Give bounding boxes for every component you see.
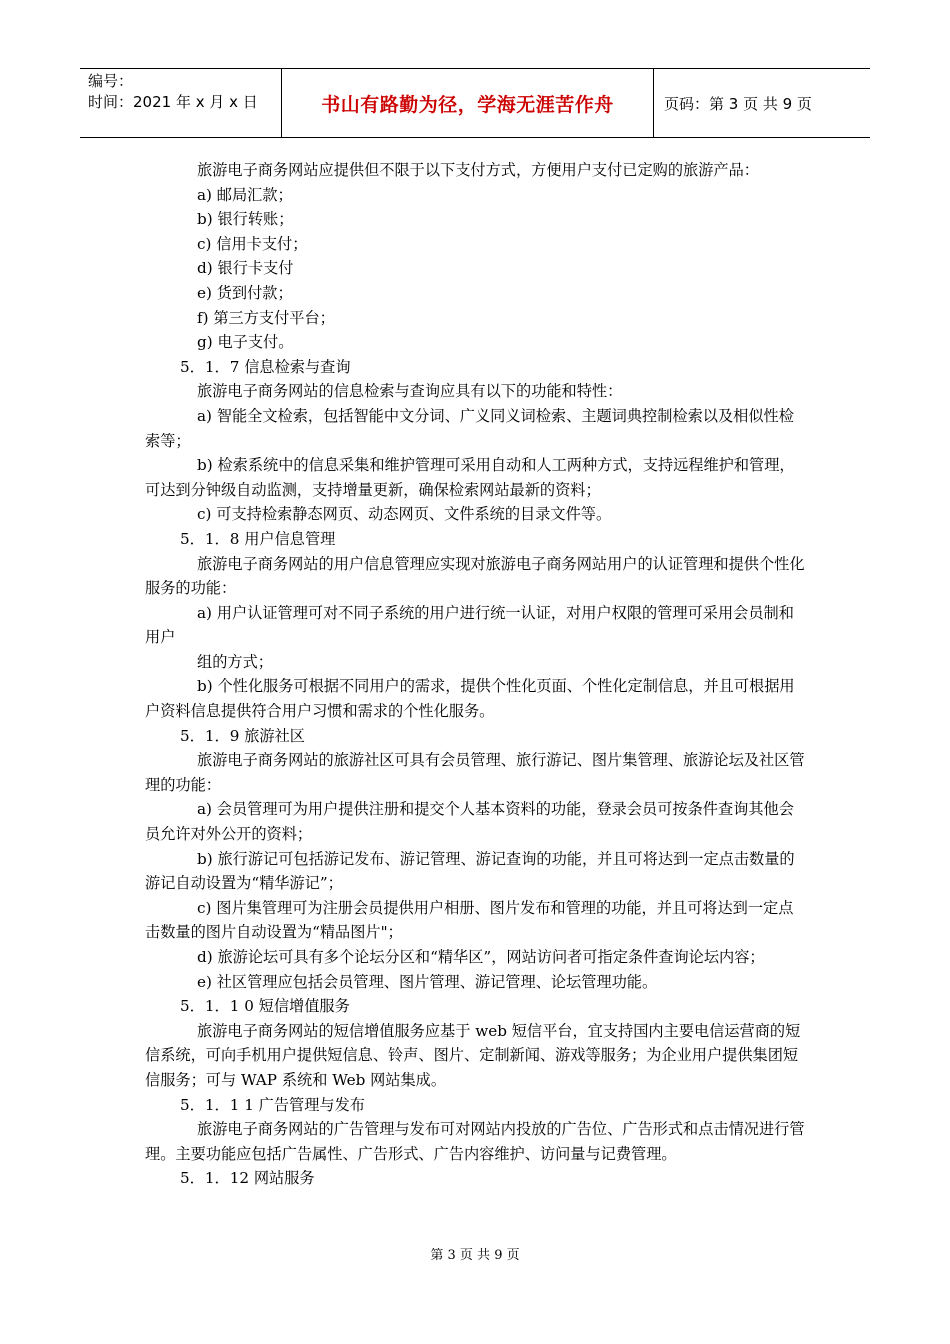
paragraph: 旅游电子商务网站应提供但不限于以下支付方式，方便用户支付已定购的旅游产品： (197, 161, 759, 179)
section-heading: 5．1．9 旅游社区 (180, 726, 305, 745)
paragraph: 旅游电子商务网站的短信增值服务应基于 web 短信平台，宜支持国内主要电信运营商的短信系统，可向手机用户提供短信息、铃声、图片、定制新闻、游戏等服务；为企业用户提供集团短信服务；可与 WAP 系统和 Web 网站集成。 (145, 1021, 801, 1089)
section-heading: 5．1．8 用户信息管理 (180, 529, 336, 548)
list-item: f) 第三方支付平台； (197, 308, 335, 327)
section-heading: 5．1．7 信息检索与查询 (180, 357, 351, 376)
paragraph: 旅游电子商务网站的广告管理与发布可对网站内投放的广告位、广告形式和点击情况进行管理。主要功能应包括广告属性、广告形式、广告内容维护、访问量与记费管理。 (145, 1120, 805, 1163)
list-item: c) 图片集管理可为注册会员提供用户相册、图片发布和管理的功能，并且可将达到一定点击数量的图片自动设置为“精品图片"； (145, 898, 794, 942)
paragraph: 旅游电子商务网站的用户信息管理应实现对旅游电子商务网站用户的认证管理和提供个性化服务的功能： (145, 554, 805, 598)
paragraph: 旅游电子商务网站的信息检索与查询应具有以下的功能和特性： (197, 382, 623, 401)
list-item: a) 用户认证管理可对不同子系统的用户进行统一认证，对用户权限的管理可采用会员制和用户 (145, 603, 794, 647)
time-label: 时间：2021 年 x 月 x 日 (88, 93, 258, 111)
list-item: d) 银行卡支付 (197, 259, 294, 278)
list-item-continuation: 组的方式； (197, 652, 273, 671)
page-footer: 第 3 页 共 9 页 (430, 1248, 520, 1263)
header-motto: 书山有路勤为径，学海无涯苦作舟 (282, 69, 654, 137)
list-item: c) 可支持检索静态网页、动态网页、文件系统的目录文件等。 (197, 505, 612, 524)
list-item: b) 旅行游记可包括游记发布、游记管理、游记查询的功能，并且可将达到一定点击数量的游记自动设置为“精华游记”； (145, 849, 795, 893)
header-meta (80, 69, 282, 137)
list-item: d) 旅游论坛可具有多个论坛分区和“精华区”，网站访问者可指定条件查询论坛内容； (197, 948, 765, 966)
header-page-code: 页码：第 3 页 共 9 页 (664, 94, 812, 113)
page-header (80, 68, 870, 138)
section-heading: 5．1．1 1 广告管理与发布 (180, 1095, 365, 1114)
list-item: a) 邮局汇款； (197, 185, 293, 204)
number-label: 编号： (88, 72, 134, 90)
paragraph: 旅游电子商务网站的旅游社区可具有会员管理、旅行游记、图片集管理、旅游论坛及社区管理的功能： (145, 751, 805, 794)
list-item: g) 电子支付。 (197, 333, 294, 352)
document-body (145, 158, 807, 1191)
list-item: e) 货到付款； (197, 283, 293, 302)
list-item: a) 智能全文检索，包括智能中文分词、广义同义词检索、主题词典控制检索以及相似性检索等； (145, 406, 794, 450)
section-heading: 5．1．1 0 短信增值服务 (180, 997, 350, 1016)
list-item: e) 社区管理应包括会员管理、图片管理、游记管理、论坛管理功能。 (197, 972, 658, 991)
list-item: a) 会员管理可为用户提供注册和提交个人基本资料的功能，登录会员可按条件查询其他会员允许对外公开的资料； (145, 800, 794, 844)
list-item: b) 个性化服务可根据不同用户的需求，提供个性化页面、个性化定制信息，并且可根据用户资料信息提供符合用户习惯和需求的个性化服务。 (145, 677, 795, 721)
list-item: c) 信用卡支付； (197, 234, 308, 253)
list-item: b) 检索系统中的信息采集和维护管理可采用自动和人工两种方式，支持远程维护和管理，可达到分钟级自动监测，支持增量更新，确保检索网站最新的资料； (145, 456, 795, 499)
list-item: b) 银行转账； (197, 210, 294, 229)
section-heading: 5．1．12 网站服务 (180, 1169, 315, 1188)
